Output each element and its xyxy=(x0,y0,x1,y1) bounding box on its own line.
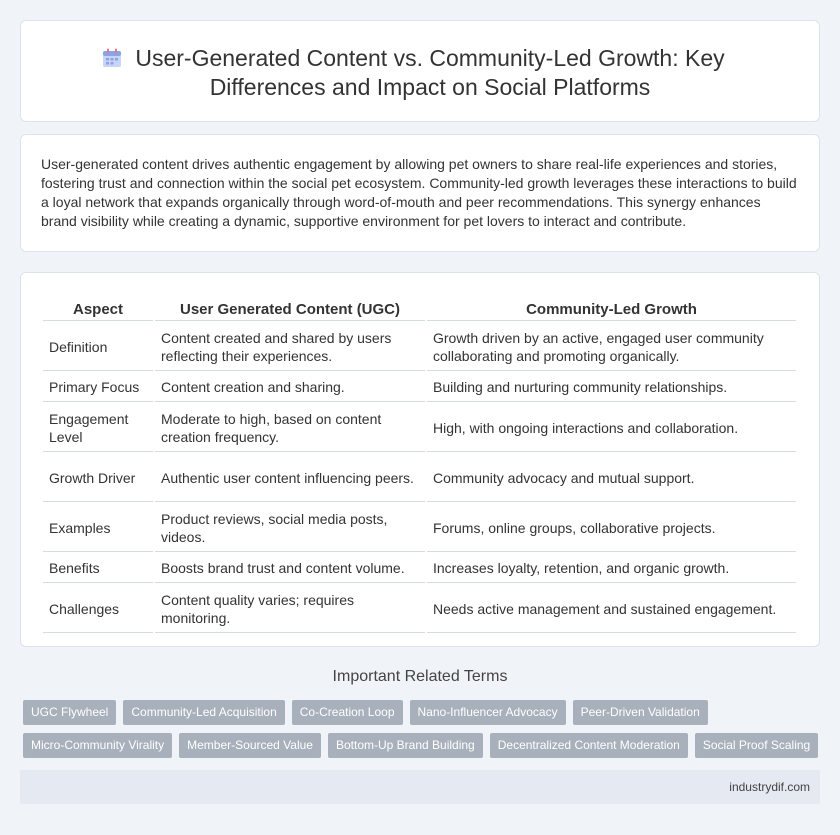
aspect-cell: Challenges xyxy=(43,585,153,633)
header-card xyxy=(20,20,820,122)
table-row xyxy=(43,554,796,583)
tag-row xyxy=(23,700,823,725)
ugc-cell: Content quality varies; requires monitoring. xyxy=(155,585,425,633)
intro-card xyxy=(20,134,820,252)
ugc-cell: Moderate to high, based on content creation frequency. xyxy=(155,404,425,452)
related-term-tag[interactable]: Community-Led Acquisition xyxy=(123,700,284,725)
footer-site-link[interactable]: industrydif.com xyxy=(729,780,810,794)
related-term-tag[interactable]: Decentralized Content Moderation xyxy=(490,733,688,758)
related-terms-title: Important Related Terms xyxy=(332,668,508,685)
related-term-tag[interactable]: Micro-Community Virality xyxy=(23,733,172,758)
table-row xyxy=(43,454,796,502)
comparison-card xyxy=(20,272,820,647)
header-ugc: User Generated Content (UGC) xyxy=(155,299,425,321)
aspect-cell: Growth Driver xyxy=(43,454,153,502)
aspect-cell: Examples xyxy=(43,504,153,552)
page-title: User-Generated Content vs. Community-Led Growth: Key Differences and Impact on Social Platforms xyxy=(135,45,725,100)
related-term-tag[interactable]: Nano-Influencer Advocacy xyxy=(410,700,566,725)
community-cell: Building and nurturing community relationships. xyxy=(427,373,796,402)
related-term-tag[interactable]: Bottom-Up Brand Building xyxy=(328,733,483,758)
table-row xyxy=(43,323,796,371)
tag-row xyxy=(23,733,823,758)
community-cell: High, with ongoing interactions and collaboration. xyxy=(427,404,796,452)
table-row xyxy=(43,504,796,552)
community-cell: Community advocacy and mutual support. xyxy=(427,454,796,502)
related-term-tag[interactable]: Co-Creation Loop xyxy=(292,700,403,725)
related-terms-list xyxy=(23,700,823,766)
aspect-cell: Definition xyxy=(43,323,153,371)
aspect-cell: Benefits xyxy=(43,554,153,583)
ugc-cell: Authentic user content influencing peers. xyxy=(155,454,425,502)
ugc-cell: Content created and shared by users reflecting their experiences. xyxy=(155,323,425,371)
aspect-cell: Primary Focus xyxy=(43,373,153,402)
table-header-row xyxy=(43,299,796,321)
related-term-tag[interactable]: Member-Sourced Value xyxy=(179,733,321,758)
table-row xyxy=(43,585,796,633)
community-cell: Needs active management and sustained engagement. xyxy=(427,585,796,633)
intro-paragraph: User-generated content drives authentic engagement by allowing pet owners to share real-life experiences and stories, fostering trust and connection within the social pet ecosystem. Community-led growth leverages these interactions to build a loyal network that expands organically through word-of-mouth and peer recommendations. This synergy enhances brand visibility while creating a dynamic, supportive environment for pet lovers to interact and contribute. xyxy=(41,156,797,229)
community-cell: Increases loyalty, retention, and organic growth. xyxy=(427,554,796,583)
table-row xyxy=(43,373,796,402)
footer xyxy=(20,770,820,804)
comparison-table xyxy=(41,297,798,635)
community-cell: Forums, online groups, collaborative projects. xyxy=(427,504,796,552)
community-cell: Growth driven by an active, engaged user community collaborating and promoting organically. xyxy=(427,323,796,371)
ugc-cell: Product reviews, social media posts, videos. xyxy=(155,504,425,552)
related-term-tag[interactable]: Peer-Driven Validation xyxy=(573,700,708,725)
related-term-tag[interactable]: Social Proof Scaling xyxy=(695,733,818,758)
header-aspect: Aspect xyxy=(43,299,153,321)
ugc-cell: Boosts brand trust and content volume. xyxy=(155,554,425,583)
table-row xyxy=(43,404,796,452)
related-term-tag[interactable]: UGC Flywheel xyxy=(23,700,116,725)
ugc-cell: Content creation and sharing. xyxy=(155,373,425,402)
aspect-cell: Engagement Level xyxy=(43,404,153,452)
header-community: Community-Led Growth xyxy=(427,299,796,321)
